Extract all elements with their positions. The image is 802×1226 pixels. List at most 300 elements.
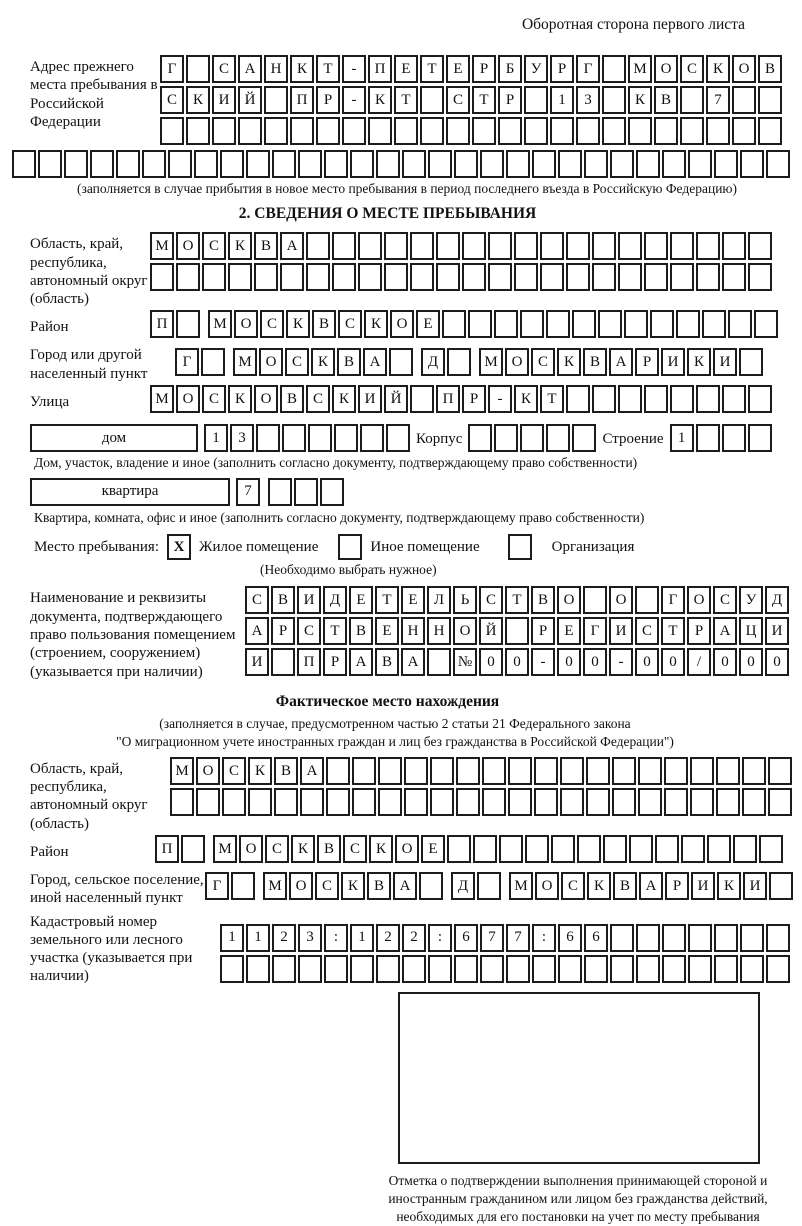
form-cell[interactable] — [610, 955, 634, 983]
form-cell[interactable]: А — [238, 55, 262, 83]
form-cell[interactable]: Е — [416, 310, 440, 338]
form-cell[interactable]: К — [290, 55, 314, 83]
form-cell[interactable] — [389, 348, 413, 376]
form-cell[interactable] — [220, 150, 244, 178]
form-cell[interactable]: О — [176, 232, 200, 260]
form-cell[interactable]: С — [338, 310, 362, 338]
form-cell[interactable]: 1 — [220, 924, 244, 952]
form-cell[interactable] — [688, 924, 712, 952]
form-cell[interactable] — [525, 835, 549, 863]
form-cell[interactable] — [358, 232, 382, 260]
form-cell[interactable]: Т — [375, 586, 399, 614]
form-cell[interactable]: О — [259, 348, 283, 376]
form-cell[interactable] — [520, 310, 544, 338]
form-cell[interactable]: Г — [160, 55, 184, 83]
form-cell[interactable]: В — [654, 86, 678, 114]
form-cell[interactable]: С — [245, 586, 269, 614]
form-cell[interactable] — [768, 788, 792, 816]
form-cell[interactable] — [506, 150, 530, 178]
form-cell[interactable]: И — [713, 348, 737, 376]
form-cell[interactable]: М — [150, 385, 174, 413]
form-cell[interactable] — [494, 310, 518, 338]
form-cell[interactable]: Р — [665, 872, 689, 900]
form-cell[interactable] — [168, 150, 192, 178]
form-cell[interactable]: К — [186, 86, 210, 114]
form-cell[interactable]: Р — [472, 55, 496, 83]
form-cell[interactable]: А — [280, 232, 304, 260]
form-cell[interactable] — [90, 150, 114, 178]
form-cell[interactable] — [534, 757, 558, 785]
form-cell[interactable] — [494, 424, 518, 452]
form-cell[interactable]: 0 — [765, 648, 789, 676]
form-cell[interactable] — [326, 788, 350, 816]
form-cell[interactable] — [707, 835, 731, 863]
form-cell[interactable]: С — [265, 835, 289, 863]
form-cell[interactable]: 3 — [230, 424, 254, 452]
form-cell[interactable]: 3 — [298, 924, 322, 952]
form-cell[interactable] — [430, 757, 454, 785]
form-cell[interactable] — [624, 310, 648, 338]
form-cell[interactable]: А — [300, 757, 324, 785]
form-cell[interactable] — [638, 757, 662, 785]
form-cell[interactable] — [505, 617, 529, 645]
form-cell[interactable] — [680, 117, 704, 145]
form-cell[interactable]: О — [453, 617, 477, 645]
form-cell[interactable] — [150, 263, 174, 291]
form-cell[interactable] — [572, 310, 596, 338]
form-cell[interactable] — [748, 263, 772, 291]
form-cell[interactable] — [733, 835, 757, 863]
form-cell[interactable] — [402, 955, 426, 983]
form-cell[interactable]: Е — [421, 835, 445, 863]
form-cell[interactable] — [176, 263, 200, 291]
form-cell[interactable] — [498, 117, 522, 145]
form-cell[interactable] — [342, 117, 366, 145]
form-cell[interactable]: В — [337, 348, 361, 376]
form-cell[interactable] — [477, 872, 501, 900]
form-cell[interactable] — [264, 117, 288, 145]
form-cell[interactable]: В — [254, 232, 278, 260]
form-cell[interactable]: А — [349, 648, 373, 676]
form-cell[interactable] — [271, 648, 295, 676]
form-cell[interactable]: Н — [264, 55, 288, 83]
form-cell[interactable]: В — [531, 586, 555, 614]
form-cell[interactable]: / — [687, 648, 711, 676]
form-cell[interactable]: С — [446, 86, 470, 114]
form-cell[interactable] — [142, 150, 166, 178]
form-cell[interactable]: О — [239, 835, 263, 863]
form-cell[interactable]: 1 — [550, 86, 574, 114]
form-cell[interactable]: К — [291, 835, 315, 863]
form-cell[interactable] — [664, 757, 688, 785]
form-cell[interactable] — [748, 232, 772, 260]
form-cell[interactable] — [696, 424, 720, 452]
form-cell[interactable]: Е — [557, 617, 581, 645]
form-cell[interactable] — [181, 835, 205, 863]
form-cell[interactable] — [280, 263, 304, 291]
form-cell[interactable]: Д — [323, 586, 347, 614]
form-cell[interactable] — [462, 232, 486, 260]
form-cell[interactable]: 0 — [661, 648, 685, 676]
form-cell[interactable] — [376, 150, 400, 178]
form-cell[interactable] — [222, 788, 246, 816]
form-cell[interactable] — [404, 788, 428, 816]
form-cell[interactable] — [706, 117, 730, 145]
form-cell[interactable] — [566, 232, 590, 260]
form-cell[interactable]: Р — [323, 648, 347, 676]
form-cell[interactable]: - — [342, 55, 366, 83]
form-cell[interactable]: Г — [576, 55, 600, 83]
form-cell[interactable] — [740, 924, 764, 952]
form-cell[interactable] — [592, 263, 616, 291]
form-cell[interactable] — [419, 872, 443, 900]
form-cell[interactable] — [644, 385, 668, 413]
form-cell[interactable] — [456, 757, 480, 785]
form-cell[interactable] — [352, 788, 376, 816]
form-cell[interactable]: К — [628, 86, 652, 114]
form-cell[interactable]: В — [312, 310, 336, 338]
form-cell[interactable]: А — [245, 617, 269, 645]
form-cell[interactable] — [360, 424, 384, 452]
form-cell[interactable] — [583, 586, 607, 614]
form-cell[interactable] — [696, 385, 720, 413]
form-cell[interactable]: Т — [323, 617, 347, 645]
form-cell[interactable] — [220, 955, 244, 983]
form-cell[interactable] — [428, 955, 452, 983]
form-cell[interactable] — [610, 924, 634, 952]
form-cell[interactable] — [462, 263, 486, 291]
form-cell[interactable] — [508, 788, 532, 816]
form-cell[interactable] — [739, 348, 763, 376]
form-cell[interactable] — [473, 835, 497, 863]
form-cell[interactable] — [636, 150, 660, 178]
form-cell[interactable] — [586, 788, 610, 816]
form-cell[interactable]: К — [369, 835, 393, 863]
form-cell[interactable]: И — [743, 872, 767, 900]
form-cell[interactable] — [246, 150, 270, 178]
stay-type-checkbox-org[interactable] — [508, 534, 532, 560]
form-cell[interactable] — [368, 117, 392, 145]
form-cell[interactable]: : — [428, 924, 452, 952]
form-cell[interactable]: 7 — [706, 86, 730, 114]
form-cell[interactable] — [294, 478, 318, 506]
form-cell[interactable] — [577, 835, 601, 863]
form-cell[interactable] — [186, 117, 210, 145]
form-cell[interactable] — [272, 150, 296, 178]
form-cell[interactable]: 1 — [350, 924, 374, 952]
form-cell[interactable]: А — [713, 617, 737, 645]
form-cell[interactable]: 7 — [506, 924, 530, 952]
form-cell[interactable] — [550, 117, 574, 145]
form-cell[interactable]: В — [280, 385, 304, 413]
form-cell[interactable]: М — [233, 348, 257, 376]
form-cell[interactable] — [402, 150, 426, 178]
form-cell[interactable] — [420, 86, 444, 114]
form-cell[interactable]: С — [343, 835, 367, 863]
form-cell[interactable] — [386, 424, 410, 452]
form-cell[interactable]: 0 — [635, 648, 659, 676]
form-cell[interactable] — [472, 117, 496, 145]
form-cell[interactable] — [228, 263, 252, 291]
form-cell[interactable] — [482, 788, 506, 816]
form-cell[interactable] — [308, 424, 332, 452]
form-cell[interactable]: У — [524, 55, 548, 83]
form-cell[interactable] — [306, 232, 330, 260]
form-cell[interactable]: М — [150, 232, 174, 260]
form-cell[interactable] — [540, 232, 564, 260]
form-cell[interactable]: В — [271, 586, 295, 614]
form-cell[interactable] — [378, 757, 402, 785]
form-cell[interactable] — [602, 117, 626, 145]
form-cell[interactable]: 2 — [272, 924, 296, 952]
form-cell[interactable] — [410, 263, 434, 291]
form-cell[interactable] — [766, 150, 790, 178]
form-cell[interactable]: 1 — [204, 424, 228, 452]
form-cell[interactable] — [551, 835, 575, 863]
form-cell[interactable] — [12, 150, 36, 178]
form-cell[interactable] — [662, 924, 686, 952]
form-cell[interactable]: С — [222, 757, 246, 785]
form-cell[interactable]: И — [297, 586, 321, 614]
form-cell[interactable] — [326, 757, 350, 785]
form-cell[interactable] — [732, 86, 756, 114]
form-cell[interactable]: Л — [427, 586, 451, 614]
form-cell[interactable] — [378, 788, 402, 816]
form-cell[interactable] — [254, 263, 278, 291]
form-cell[interactable] — [324, 955, 348, 983]
form-cell[interactable]: - — [609, 648, 633, 676]
form-cell[interactable] — [662, 150, 686, 178]
form-cell[interactable]: И — [358, 385, 382, 413]
form-cell[interactable]: О — [654, 55, 678, 83]
form-cell[interactable] — [618, 263, 642, 291]
form-cell[interactable]: В — [274, 757, 298, 785]
form-cell[interactable] — [202, 263, 226, 291]
stay-type-checkbox-zhiloe[interactable]: X — [167, 534, 191, 560]
form-cell[interactable]: В — [613, 872, 637, 900]
form-cell[interactable] — [690, 788, 714, 816]
form-cell[interactable] — [268, 478, 292, 506]
form-cell[interactable]: О — [196, 757, 220, 785]
form-cell[interactable]: Т — [420, 55, 444, 83]
form-cell[interactable] — [655, 835, 679, 863]
form-cell[interactable] — [732, 117, 756, 145]
form-cell[interactable] — [696, 232, 720, 260]
form-cell[interactable] — [722, 385, 746, 413]
form-cell[interactable] — [201, 348, 225, 376]
form-cell[interactable]: 3 — [576, 86, 600, 114]
form-cell[interactable]: С — [315, 872, 339, 900]
form-cell[interactable] — [714, 924, 738, 952]
form-cell[interactable]: К — [341, 872, 365, 900]
form-cell[interactable] — [768, 757, 792, 785]
form-cell[interactable]: О — [609, 586, 633, 614]
form-cell[interactable]: Й — [479, 617, 503, 645]
form-cell[interactable] — [320, 478, 344, 506]
form-cell[interactable]: С — [202, 385, 226, 413]
form-cell[interactable]: П — [436, 385, 460, 413]
form-cell[interactable]: - — [488, 385, 512, 413]
form-cell[interactable]: О — [687, 586, 711, 614]
form-cell[interactable] — [334, 424, 358, 452]
form-cell[interactable]: 6 — [454, 924, 478, 952]
form-cell[interactable]: 6 — [558, 924, 582, 952]
form-cell[interactable]: Т — [316, 55, 340, 83]
form-cell[interactable]: С — [285, 348, 309, 376]
form-cell[interactable]: Г — [583, 617, 607, 645]
form-cell[interactable]: 7 — [236, 478, 260, 506]
form-cell[interactable] — [576, 117, 600, 145]
form-cell[interactable]: 2 — [376, 924, 400, 952]
form-cell[interactable] — [629, 835, 653, 863]
form-cell[interactable]: С — [479, 586, 503, 614]
form-cell[interactable] — [664, 788, 688, 816]
form-cell[interactable] — [592, 385, 616, 413]
form-cell[interactable] — [754, 310, 778, 338]
form-cell[interactable]: П — [297, 648, 321, 676]
form-cell[interactable] — [488, 263, 512, 291]
form-cell[interactable] — [480, 955, 504, 983]
form-cell[interactable]: Р — [498, 86, 522, 114]
form-cell[interactable] — [586, 757, 610, 785]
form-cell[interactable] — [688, 955, 712, 983]
form-cell[interactable] — [534, 788, 558, 816]
form-cell[interactable] — [610, 150, 634, 178]
form-cell[interactable] — [566, 385, 590, 413]
form-cell[interactable]: Р — [687, 617, 711, 645]
form-cell[interactable] — [446, 117, 470, 145]
form-cell[interactable] — [456, 788, 480, 816]
form-cell[interactable] — [196, 788, 220, 816]
form-cell[interactable]: Й — [384, 385, 408, 413]
form-cell[interactable] — [427, 648, 451, 676]
form-cell[interactable] — [742, 757, 766, 785]
form-cell[interactable] — [447, 835, 471, 863]
form-cell[interactable] — [662, 955, 686, 983]
form-cell[interactable]: М — [628, 55, 652, 83]
form-cell[interactable] — [454, 150, 478, 178]
form-cell[interactable] — [300, 788, 324, 816]
form-cell[interactable]: Г — [661, 586, 685, 614]
form-cell[interactable] — [306, 263, 330, 291]
form-cell[interactable]: С — [202, 232, 226, 260]
form-cell[interactable]: М — [213, 835, 237, 863]
form-cell[interactable] — [332, 263, 356, 291]
form-cell[interactable]: И — [691, 872, 715, 900]
form-cell[interactable]: О — [557, 586, 581, 614]
form-cell[interactable]: С — [306, 385, 330, 413]
form-cell[interactable] — [748, 385, 772, 413]
form-cell[interactable] — [636, 955, 660, 983]
form-cell[interactable] — [769, 872, 793, 900]
form-cell[interactable] — [468, 310, 492, 338]
form-cell[interactable]: А — [401, 648, 425, 676]
form-cell[interactable]: Т — [661, 617, 685, 645]
form-cell[interactable] — [650, 310, 674, 338]
form-cell[interactable] — [404, 757, 428, 785]
form-cell[interactable]: Н — [401, 617, 425, 645]
form-cell[interactable]: А — [609, 348, 633, 376]
form-cell[interactable] — [644, 232, 668, 260]
form-cell[interactable] — [670, 232, 694, 260]
form-cell[interactable]: С — [160, 86, 184, 114]
form-cell[interactable]: Д — [451, 872, 475, 900]
form-cell[interactable]: № — [453, 648, 477, 676]
form-cell[interactable]: Т — [472, 86, 496, 114]
form-cell[interactable]: К — [248, 757, 272, 785]
form-cell[interactable]: Ц — [739, 617, 763, 645]
form-cell[interactable] — [628, 117, 652, 145]
form-cell[interactable]: 0 — [713, 648, 737, 676]
form-cell[interactable] — [759, 835, 783, 863]
form-cell[interactable] — [324, 150, 348, 178]
form-cell[interactable] — [681, 835, 705, 863]
form-cell[interactable] — [442, 310, 466, 338]
form-cell[interactable] — [480, 150, 504, 178]
form-cell[interactable]: М — [263, 872, 287, 900]
form-cell[interactable]: - — [342, 86, 366, 114]
form-cell[interactable]: Н — [427, 617, 451, 645]
form-cell[interactable] — [520, 424, 544, 452]
form-cell[interactable]: В — [583, 348, 607, 376]
form-cell[interactable] — [740, 955, 764, 983]
form-cell[interactable] — [524, 117, 548, 145]
form-cell[interactable] — [350, 150, 374, 178]
form-cell[interactable]: 7 — [480, 924, 504, 952]
form-cell[interactable] — [482, 757, 506, 785]
form-cell[interactable] — [272, 955, 296, 983]
form-cell[interactable] — [274, 788, 298, 816]
form-cell[interactable]: П — [290, 86, 314, 114]
form-cell[interactable]: С — [680, 55, 704, 83]
form-cell[interactable]: Й — [238, 86, 262, 114]
form-cell[interactable] — [282, 424, 306, 452]
form-cell[interactable]: С — [635, 617, 659, 645]
form-cell[interactable] — [468, 424, 492, 452]
form-cell[interactable]: К — [228, 385, 252, 413]
form-cell[interactable]: К — [286, 310, 310, 338]
form-cell[interactable]: В — [375, 648, 399, 676]
form-cell[interactable] — [116, 150, 140, 178]
form-cell[interactable]: К — [706, 55, 730, 83]
form-cell[interactable] — [702, 310, 726, 338]
form-cell[interactable]: К — [368, 86, 392, 114]
form-cell[interactable] — [766, 924, 790, 952]
form-cell[interactable]: 0 — [739, 648, 763, 676]
form-cell[interactable]: К — [687, 348, 711, 376]
form-cell[interactable] — [64, 150, 88, 178]
form-cell[interactable] — [298, 150, 322, 178]
form-cell[interactable] — [644, 263, 668, 291]
form-cell[interactable] — [618, 232, 642, 260]
form-cell[interactable] — [332, 232, 356, 260]
form-cell[interactable]: К — [228, 232, 252, 260]
form-cell[interactable] — [540, 263, 564, 291]
form-cell[interactable] — [499, 835, 523, 863]
form-cell[interactable] — [231, 872, 255, 900]
form-cell[interactable] — [572, 424, 596, 452]
form-cell[interactable] — [506, 955, 530, 983]
form-cell[interactable]: П — [150, 310, 174, 338]
form-cell[interactable] — [38, 150, 62, 178]
form-cell[interactable]: Е — [349, 586, 373, 614]
form-cell[interactable]: А — [393, 872, 417, 900]
form-cell[interactable] — [410, 385, 434, 413]
form-cell[interactable] — [680, 86, 704, 114]
form-cell[interactable] — [560, 757, 584, 785]
form-cell[interactable] — [532, 150, 556, 178]
form-cell[interactable]: М — [509, 872, 533, 900]
